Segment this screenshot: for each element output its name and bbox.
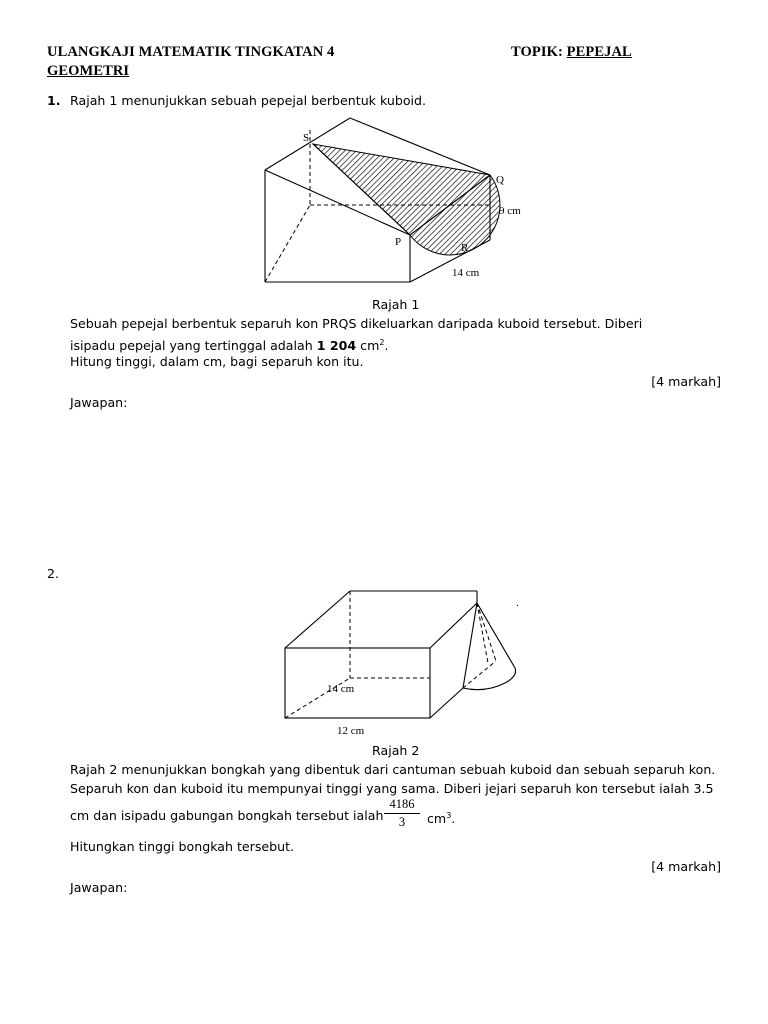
- q2-text-line1: Rajah 2 menunjukkan bongkah yang dibentuk dari cantuman sebuah kuboid dan sebuah separuh kon.: [70, 762, 716, 777]
- q1-text-line3: Hitung tinggi, dalam cm, bagi separuh kon itu.: [70, 354, 364, 369]
- q2-text-line3-pre: cm dan isipadu gabungan bongkah tersebut ialah: [70, 808, 384, 823]
- q2-text-line3-end: .: [451, 811, 456, 827]
- fraction-numerator: 4186: [389, 797, 415, 811]
- q1-answer-label: Jawapan:: [70, 395, 128, 410]
- fraction-bar: [384, 813, 420, 814]
- label-width-14cm: 14 cm: [327, 683, 355, 695]
- label-length-14cm: 14 cm: [452, 267, 480, 279]
- label-height-9cm: 9 cm: [499, 205, 521, 217]
- label-s: S: [303, 132, 310, 144]
- q2-volume-unit-text: cm: [427, 811, 447, 827]
- q1-intro: Rajah 1 menunjukkan sebuah pepejal berbentuk kuboid.: [70, 93, 427, 108]
- q1-marks: [4 markah]: [651, 374, 721, 389]
- q2-caption: Rajah 2: [372, 743, 420, 758]
- q1-volume-unit: cm: [356, 338, 380, 354]
- shaded-half-cone: [313, 144, 500, 255]
- q2-text-line2: Separuh kon dan kuboid itu mempunyai tinggi yang sama. Diberi jejari separuh kon tersebut ialah 3.5: [70, 781, 714, 796]
- worksheet-title: ULANGKAJI MATEMATIK TINGKATAN 4: [47, 44, 335, 60]
- label-r: R: [461, 242, 469, 254]
- q1-text-line1: Sebuah pepejal berbentuk separuh kon PRQS dikeluarkan daripada kuboid tersebut. Diberi: [70, 316, 643, 331]
- q2-volume-unit: [427, 806, 455, 828]
- label-length-12cm: 12 cm: [337, 725, 365, 737]
- q1-text-line2-end: .: [384, 338, 389, 354]
- topic-line: [511, 44, 632, 61]
- q1-text-line2-pre: isipadu pepejal yang tertinggal adalah: [70, 338, 317, 354]
- q2-answer-label: Jawapan:: [70, 880, 128, 895]
- label-p: P: [395, 236, 402, 248]
- q1-caption: Rajah 1: [372, 297, 420, 312]
- q2-number: 2.: [47, 566, 60, 581]
- q1-volume-value: 1 204: [316, 338, 357, 354]
- fraction-denominator: 3: [398, 815, 406, 829]
- q1-cuboid-diagram: [255, 110, 521, 290]
- q2-marks: [4 markah]: [651, 859, 721, 874]
- topic-value-part1: PEPEJAL: [566, 44, 632, 60]
- q1-number: 1.: [47, 93, 61, 108]
- dot-mark: .: [516, 597, 519, 609]
- label-q: Q: [496, 174, 504, 186]
- q1-volume-sup: 2: [379, 338, 385, 347]
- q2-volume-sup: 3: [446, 811, 452, 820]
- topic-value-part2: GEOMETRI: [47, 63, 130, 79]
- q2-composite-diagram: [280, 583, 530, 743]
- q2-text-line4: Hitungkan tinggi bongkah tersebut.: [70, 839, 295, 854]
- topic-label: TOPIK:: [511, 44, 563, 60]
- q2-volume-fraction: [384, 797, 420, 830]
